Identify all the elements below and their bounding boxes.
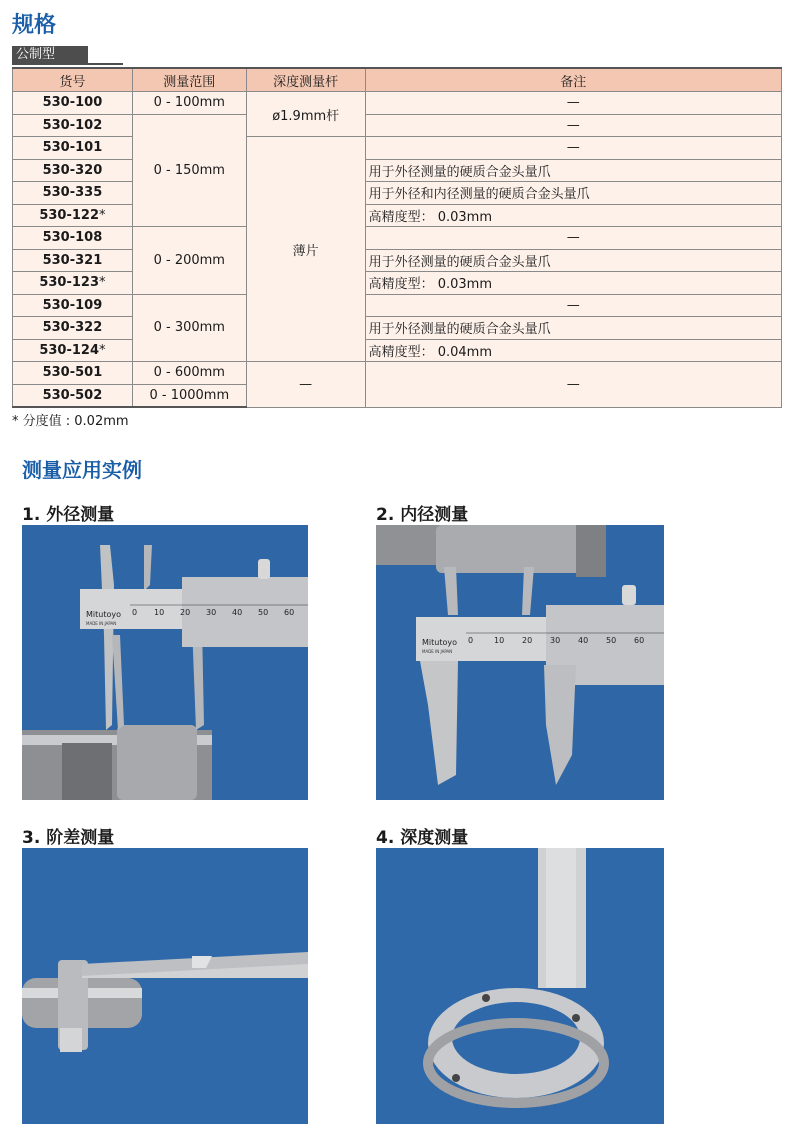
scale-tick-label: 10 bbox=[154, 608, 165, 617]
remark-cell: 用于外径和内径测量的硬质合金头量爪 bbox=[365, 182, 781, 205]
scale-tick-label: 0 bbox=[468, 636, 474, 645]
scale-tick-label: 50 bbox=[258, 608, 269, 617]
remark-cell: — bbox=[365, 362, 781, 408]
footnote: * 分度值 : 0.02mm bbox=[12, 414, 129, 429]
scale-tick-label: 30 bbox=[206, 608, 217, 617]
remark-cell: 高精度型： 0.04mm bbox=[365, 339, 781, 362]
remark-cell: — bbox=[365, 137, 781, 160]
remark-cell: — bbox=[365, 114, 781, 137]
table-row bbox=[13, 272, 782, 295]
spec-subtitle-underline bbox=[12, 63, 123, 65]
table-header-row bbox=[13, 68, 782, 92]
remark-cell: 高精度型： 0.03mm bbox=[365, 204, 781, 227]
code-cell: 530-502 bbox=[13, 384, 133, 407]
asterisk-mark: * bbox=[99, 275, 106, 291]
code-cell: 530-109 bbox=[13, 294, 133, 317]
examples-title: 测量应用实例 bbox=[22, 458, 142, 482]
table-row bbox=[13, 159, 782, 182]
header-remark: 备注 bbox=[365, 68, 781, 92]
photo-outside-measurement bbox=[22, 525, 308, 800]
code-cell: 530-102 bbox=[13, 114, 133, 137]
scale-tick-label: 50 bbox=[606, 636, 617, 645]
range-cell: 0 - 100mm bbox=[132, 92, 246, 115]
table-row bbox=[13, 317, 782, 340]
spec-table bbox=[12, 67, 782, 408]
remark-cell: — bbox=[365, 227, 781, 250]
code-cell bbox=[13, 339, 133, 362]
table-row bbox=[13, 362, 782, 385]
example-caption-step: 3. 阶差测量 bbox=[22, 828, 115, 848]
table-row bbox=[13, 114, 782, 137]
asterisk-mark: * bbox=[99, 342, 106, 358]
remark-cell: 用于外径测量的硬质合金头量爪 bbox=[365, 317, 781, 340]
range-cell: 0 - 150mm bbox=[132, 114, 246, 227]
code-text: 530-122 bbox=[39, 207, 99, 223]
asterisk-mark: * bbox=[99, 207, 106, 223]
made-label: MADE IN JAPAN bbox=[422, 649, 453, 654]
range-cell: 0 - 600mm bbox=[132, 362, 246, 385]
photo-step-measurement bbox=[22, 848, 308, 1124]
code-text: 530-123 bbox=[39, 275, 99, 291]
range-cell: 0 - 1000mm bbox=[132, 384, 246, 407]
remark-cell: — bbox=[365, 294, 781, 317]
code-cell bbox=[13, 204, 133, 227]
table-row bbox=[13, 92, 782, 115]
table-row bbox=[13, 182, 782, 205]
made-label: MADE IN JAPAN bbox=[86, 621, 117, 626]
scale-tick-label: 60 bbox=[634, 636, 645, 645]
header-depth-bar: 深度测量杆 bbox=[246, 68, 365, 92]
photo-inside-measurement bbox=[376, 525, 664, 800]
remark-cell: 高精度型： 0.03mm bbox=[365, 272, 781, 295]
depth-cell: — bbox=[246, 362, 365, 408]
remark-cell: — bbox=[365, 92, 781, 115]
depth-cell: ø1.9mm杆 bbox=[246, 92, 365, 137]
code-cell: 530-101 bbox=[13, 137, 133, 160]
code-cell: 530-335 bbox=[13, 182, 133, 205]
code-cell: 530-100 bbox=[13, 92, 133, 115]
example-caption-id: 2. 内径测量 bbox=[376, 505, 469, 525]
scale-tick-label: 40 bbox=[232, 608, 243, 617]
scale-tick-label: 20 bbox=[522, 636, 533, 645]
scale-tick-label: 60 bbox=[284, 608, 295, 617]
table-row bbox=[13, 204, 782, 227]
header-range: 测量范围 bbox=[132, 68, 246, 92]
depth-cell: 薄片 bbox=[246, 137, 365, 362]
table-row bbox=[13, 249, 782, 272]
scale-tick-label: 20 bbox=[180, 608, 191, 617]
brand-label: Mitutoyo bbox=[422, 638, 457, 647]
table-row bbox=[13, 137, 782, 160]
range-cell: 0 - 200mm bbox=[132, 227, 246, 295]
scale-tick-label: 30 bbox=[550, 636, 561, 645]
code-text: 530-124 bbox=[39, 342, 99, 358]
remark-cell: 用于外径测量的硬质合金头量爪 bbox=[365, 249, 781, 272]
table-row bbox=[13, 339, 782, 362]
code-cell bbox=[13, 272, 133, 295]
scale-tick-label: 0 bbox=[132, 608, 138, 617]
example-caption-depth: 4. 深度测量 bbox=[376, 828, 469, 848]
spec-title: 规格 bbox=[12, 13, 57, 38]
remark-cell: 用于外径测量的硬质合金头量爪 bbox=[365, 159, 781, 182]
brand-label: Mitutoyo bbox=[86, 610, 121, 619]
table-row bbox=[13, 294, 782, 317]
example-caption-od: 1. 外径测量 bbox=[22, 505, 115, 525]
code-cell: 530-108 bbox=[13, 227, 133, 250]
scale-tick-label: 40 bbox=[578, 636, 589, 645]
header-code: 货号 bbox=[13, 68, 133, 92]
spec-subtitle-tab: 公制型 bbox=[12, 46, 88, 64]
code-cell: 530-320 bbox=[13, 159, 133, 182]
range-cell: 0 - 300mm bbox=[132, 294, 246, 362]
photo-depth-measurement bbox=[376, 848, 664, 1124]
code-cell: 530-322 bbox=[13, 317, 133, 340]
code-cell: 530-501 bbox=[13, 362, 133, 385]
scale-tick-label: 10 bbox=[494, 636, 505, 645]
code-cell: 530-321 bbox=[13, 249, 133, 272]
table-row bbox=[13, 227, 782, 250]
